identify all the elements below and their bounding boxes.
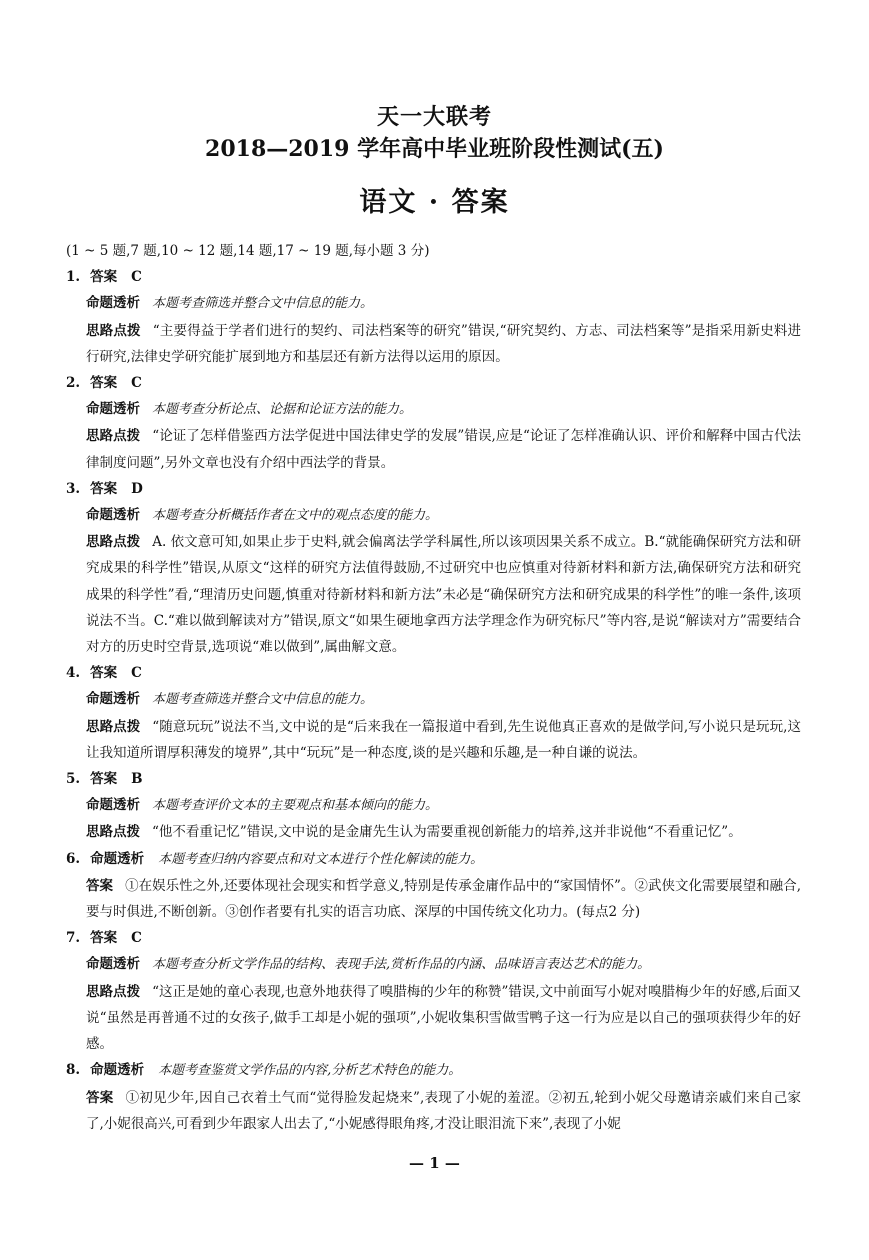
answer-choice: B [131, 771, 143, 788]
question-8-intent-line [66, 1057, 801, 1084]
question-1 [66, 264, 801, 370]
intent-label: 命题透析 [86, 295, 140, 312]
intent-text: 本题考查筛选并整合文中信息的能力。 [152, 296, 374, 312]
answer-label: 答案 [90, 771, 118, 788]
hint-label: 思路点拨 [86, 824, 140, 841]
question-7-hint [66, 979, 801, 1058]
question-number: 1. [66, 269, 81, 286]
intent-text: 本题考查评价文本的主要观点和基本倾向的能力。 [152, 798, 439, 814]
intent-text: 本题考查归纳内容要点和对文本进行个性化解读的能力。 [158, 851, 484, 867]
intent-text: 本题考查鉴赏文学作品的内容,分析艺术特色的能力。 [158, 1063, 462, 1079]
question-2 [66, 370, 801, 476]
subject-answer-title: 语文 · 答案 [359, 187, 510, 218]
question-number: 3. [66, 480, 81, 497]
answer-choice: C [131, 665, 142, 682]
question-3-hint [66, 529, 801, 660]
intent-label: 命题透析 [90, 1062, 145, 1079]
question-number: 8. [66, 1062, 81, 1079]
answer-label: 答案 [90, 930, 118, 947]
hint-text: “他不看重记忆”错误,文中说的是金庸先生认为需要重视创新能力的培养,这并非说他“不看重记忆”。 [152, 824, 742, 841]
hint-text: “主要得益于学者们进行的契约、司法档案等的研究”错误,“研究契约、方志、司法档案等”是指采用新史料进行研究,法律史学研究能扩展到地方和基层还有新方法得以运用的原因。 [86, 322, 802, 365]
answer-label: 答案 [86, 1089, 114, 1106]
hint-label: 思路点拨 [86, 534, 141, 551]
question-5 [66, 766, 801, 846]
question-5-intent [66, 792, 801, 819]
question-3 [66, 476, 801, 660]
question-number: 6. [66, 850, 81, 867]
question-2-hint [66, 423, 801, 475]
question-4-intent [66, 686, 801, 713]
answer-choice: C [131, 375, 142, 392]
question-7-intent [66, 951, 801, 978]
answer-label: 答案 [90, 480, 118, 497]
intent-label: 命题透析 [90, 850, 145, 867]
intent-label: 命题透析 [86, 797, 140, 814]
question-2-intent [66, 396, 801, 423]
question-number: 2. [66, 375, 81, 392]
answer-label: 答案 [90, 375, 118, 392]
hint-text: “这正是她的童心表现,也意外地获得了嗅腊梅的少年的称赞”错误,文中前面写小妮对嗅腊梅少年的好感,后面又说“虽然是再普通不过的女孩子,做手工却是小妮的强项”,小妮收集积雪做雪鸭子这一行为应是以自己的强项获得少年的好感。 [86, 983, 802, 1053]
question-1-intent [66, 290, 801, 317]
answer-choice: C [131, 930, 142, 947]
question-8 [66, 1057, 801, 1137]
answer-label: 答案 [90, 269, 118, 286]
question-1-hint [66, 318, 801, 370]
answer-text: ①在娱乐性之外,还要体现社会现实和哲学意义,特别是传承金庸作品中的“家国情怀”。②武侠文化需要展望和融合,要与时俱进,不断创新。③创作者要有扎实的语言功底、深厚的中国传统文化功力。(每点2 分) [86, 877, 802, 921]
hint-text: “随意玩玩”说法不当,文中说的是“后来我在一篇报道中看到,先生说他真正喜欢的是做学问,写小说只是玩玩,这让我知道所谓厚积薄发的境界”,其中“玩玩”是一种态度,谈的是兴趣和乐趣,是一种自谦的说法。 [86, 718, 801, 761]
answer-choice: C [131, 269, 142, 286]
hint-label: 思路点拨 [86, 322, 141, 339]
page-number: — 1 — [409, 1154, 460, 1172]
question-number: 5. [66, 771, 81, 788]
question-2-answer-line [66, 370, 801, 396]
question-3-intent [66, 502, 801, 529]
intent-label: 命题透析 [86, 956, 140, 973]
intent-label: 命题透析 [86, 507, 140, 524]
intent-text: 本题考查分析文学作品的结构、表现手法,赏析作品的内涵、品味语言表达艺术的能力。 [152, 957, 651, 973]
question-5-answer-line [66, 766, 801, 792]
exam-organizer-title: 天一大联考 [376, 104, 492, 130]
hint-text: “论证了怎样借鉴西方法学促进中国法律史学的发展”错误,应是“论证了怎样准确认识、评价和解释中国古代法律制度问题”,另外文章也没有介绍中西法学的背景。 [86, 428, 802, 471]
answer-choice: D [131, 480, 143, 497]
hint-text: A. 依文意可知,如果止步于史料,就会偏离法学学科属性,所以该项因果关系不成立。B.“就能确保研究方法和研究成果的科学性”错误,从原文“这样的研究方法值得鼓励,不过研究中也应慎重对待新材料和新方法,确保研究方法和研究成果的科学性”看,“理清历史问题,慎重对待新材料和新方法”未必是“确保研究方法和研究成果的科学性”的唯一条件,该项说法不当。C.“难以做到解读对方”错误,原文“如果生硬地拿西方法学理念作为研究标尺”等内容,是说“解读对方”需要结合对方的历史时空背景,选项说“难以做到”,属曲解文意。 [86, 534, 802, 656]
intent-label: 命题透析 [86, 691, 140, 708]
answer-content [66, 238, 801, 1137]
exam-name-title: 2018—2019 学年高中毕业班阶段性测试(五) [205, 136, 664, 162]
question-6-answer [66, 873, 801, 925]
scoring-note: (1 ~ 5 题,7 题,10 ~ 12 题,14 题,17 ~ 19 题,每小题 3 分) [66, 243, 430, 259]
question-1-answer-line [66, 264, 801, 290]
question-5-hint [66, 819, 801, 845]
answer-label: 答案 [86, 877, 114, 894]
question-4-answer-line [66, 660, 801, 686]
question-8-answer [66, 1085, 801, 1137]
question-number: 4. [66, 665, 81, 682]
answer-label: 答案 [90, 665, 118, 682]
question-3-answer-line [66, 476, 801, 502]
hint-label: 思路点拨 [86, 428, 141, 445]
question-4-hint [66, 714, 801, 766]
intent-text: 本题考查筛选并整合文中信息的能力。 [152, 692, 374, 708]
question-6-intent-line [66, 846, 801, 873]
intent-text: 本题考查分析论点、论据和论证方法的能力。 [152, 402, 413, 418]
answer-text: ①初见少年,因自己衣着土气而“觉得脸发起烧来”,表现了小妮的羞涩。②初五,轮到小妮父母邀请亲戚们来自己家了,小妮很高兴,可看到少年跟家人出去了,“小妮感得眼角疼,才没让眼泪流下来”,表现了小妮 [86, 1089, 801, 1132]
intent-text: 本题考查分析概括作者在文中的观点态度的能力。 [152, 508, 439, 524]
question-number: 7. [66, 930, 81, 947]
intent-label: 命题透析 [86, 401, 140, 418]
question-7-answer-line [66, 925, 801, 951]
question-4 [66, 660, 801, 766]
hint-label: 思路点拨 [86, 983, 141, 1000]
question-7 [66, 925, 801, 1057]
question-6 [66, 846, 801, 926]
hint-label: 思路点拨 [86, 718, 141, 735]
